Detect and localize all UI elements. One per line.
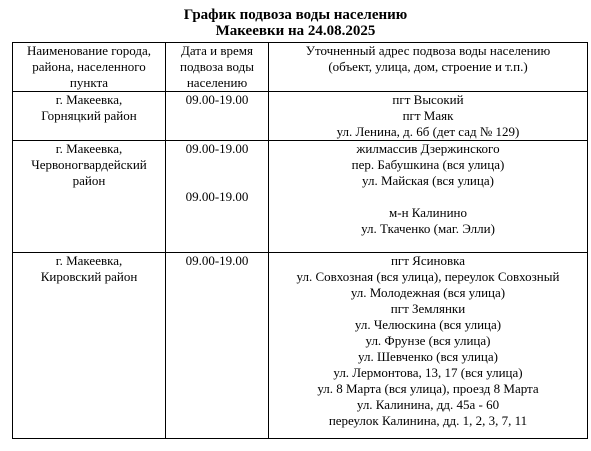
time-cell: 09.00-19.00 (166, 253, 269, 439)
header-district: Наименование города, района, населенного пункта (13, 43, 166, 92)
header-address: Уточненный адрес подвоза воды населению (объект, улица, дом, строение и т.п.) (269, 43, 588, 92)
header-datetime: Дата и время подвоза воды населению (166, 43, 269, 92)
table-row (13, 141, 588, 253)
time-cell: 09.00-19.00 (166, 92, 269, 141)
table-header-row (13, 43, 588, 92)
water-schedule-table (12, 42, 588, 439)
district-cell: г. Макеевка, Горняцкий район (13, 92, 166, 141)
title-line-1: График подвоза воды населению (183, 7, 408, 23)
table-row (13, 92, 588, 141)
time-cell: 09.00-19.00 09.00-19.00 (166, 141, 269, 253)
district-cell: г. Макеевка, Кировский район (13, 253, 166, 439)
district-cell: г. Макеевка, Червоногвардейский район (13, 141, 166, 253)
address-cell: пгт Ясиновка ул. Совхозная (вся улица), переулок Совхозный ул. Молодежная (вся улица) пгт Землянки ул. Челюскина (вся улица) ул. Фрунзе (вся улица) ул. Шевченко (вся улица) ул. Лермонтова, 13, 17 (вся улица) ул. 8 Марта (вся улица), проезд 8 Марта ул. Калинина, дд. 45а - 60 переулок Калинина, дд. 1, 2, 3, 7, 11 (269, 253, 588, 439)
address-cell: пгт Высокий пгт Маяк ул. Ленина, д. 6б (дет сад № 129) (269, 92, 588, 141)
document-title (0, 7, 591, 39)
table-row (13, 253, 588, 439)
title-line-2: Макеевки на 24.08.2025 (215, 23, 376, 39)
address-cell: жилмассив Дзержинского пер. Бабушкина (вся улица) ул. Майская (вся улица) м-н Калинино ул. Ткаченко (маг. Элли) (269, 141, 588, 253)
